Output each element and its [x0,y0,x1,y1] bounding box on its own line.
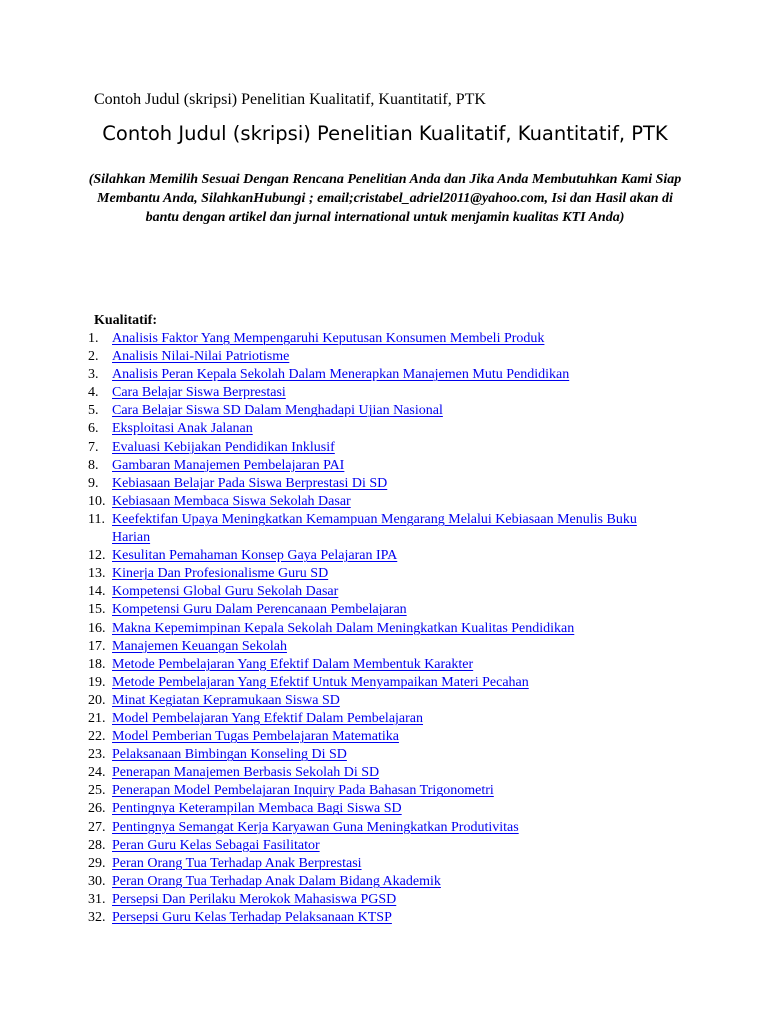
list-item-number: 16. [88,620,106,636]
list-item [0,366,768,384]
topic-link[interactable]: Model Pembelajaran Yang Efektif Dalam Pembelajaran [112,710,424,726]
topic-link[interactable]: Makna Kepemimpinan Kepala Sekolah Dalam Meningkatkan Kualitas Pendidikan [112,620,575,636]
list-item-number: 4. [88,385,99,401]
topic-link[interactable]: Cara Belajar Siswa SD Dalam Menghadapi Ujian Nasional [112,403,443,419]
topic-link[interactable]: Kompetensi Guru Dalam Perencanaan Pembelajaran [112,602,407,618]
list-item-number: 10. [88,493,106,509]
topic-link[interactable]: Analisis Nilai-Nilai Patriotisme [112,349,290,365]
list-item [0,855,768,873]
topic-link[interactable]: Evaluasi Kebijakan Pendidikan Inklusif [112,439,335,455]
list-item [0,909,768,927]
topic-link[interactable]: Gambaran Manajemen Pembelajaran PAI [112,457,345,473]
list-item-number: 8. [88,457,99,473]
list-item [0,656,768,674]
topic-link[interactable]: Minat Kegiatan Kepramukaan Siswa SD [112,692,340,708]
topic-link[interactable]: Kinerja Dan Profesionalisme Guru SD [112,566,329,582]
list-item [0,348,768,366]
list-item-number: 7. [88,439,99,455]
list-item-number: 2. [88,349,99,365]
list-item-number: 6. [88,421,99,437]
list-item-number: 22. [88,729,106,745]
topic-list [0,330,768,927]
section-heading-kualitatif: Kualitatif: [94,313,157,328]
list-item [0,402,768,420]
list-item [0,475,768,493]
list-item-number: 3. [88,367,99,383]
list-item-number: 29. [88,855,106,871]
topic-link[interactable]: Metode Pembelajaran Yang Efektif Untuk Menyampaikan Materi Pecahan [112,674,529,690]
topic-link[interactable]: Kebiasaan Membaca Siswa Sekolah Dasar [112,493,351,509]
list-item-number: 27. [88,819,106,835]
list-item-number: 1. [88,331,99,346]
list-item [0,511,768,547]
topic-link[interactable]: Kompetensi Global Guru Sekolah Dasar [112,584,339,600]
topic-link[interactable]: Peran Orang Tua Terhadap Anak Dalam Bidang Akademik [112,873,441,889]
list-item [0,764,768,782]
topic-link[interactable]: Analisis Peran Kepala Sekolah Dalam Menerapkan Manajemen Mutu Pendidikan [112,367,570,383]
list-item [0,746,768,764]
topic-link[interactable]: Persepsi Dan Perilaku Merokok Mahasiswa PGSD [112,891,397,907]
topic-link[interactable]: Model Pemberian Tugas Pembelajaran Matematika [112,729,399,745]
list-item-number: 28. [88,837,106,853]
list-item-number: 17. [88,638,106,654]
list-item [0,782,768,800]
list-item [0,601,768,619]
topic-link[interactable]: Pentingnya Keterampilan Membaca Bagi Siswa SD [112,801,402,817]
list-item-number: 13. [88,566,106,582]
list-item-number: 14. [88,584,106,600]
subtitle-note: (Silahkan Memilih Sesuai Dengan Rencana Penelitian Anda dan Jika Anda Membutuhkan Kami Siap Membantu Anda, SilahkanHubungi ; email;cristabel_adriel2011@yahoo.com, Isi dan Hasil akan di bantu dengan artikel dan jurnal international untuk menjamin kualitas KTI Anda) [88,172,682,225]
list-item [0,710,768,728]
topic-link[interactable]: Kesulitan Pemahaman Konsep Gaya Pelajaran IPA [112,548,398,564]
list-item-number: 5. [88,403,99,419]
list-item [0,420,768,438]
list-item-number: 26. [88,801,106,817]
list-item [0,457,768,475]
topic-link[interactable]: Penerapan Model Pembelajaran Inquiry Pada Bahasan Trigonometri [112,783,494,799]
list-item [0,873,768,891]
list-item [0,384,768,402]
topic-link[interactable]: Peran Guru Kelas Sebagai Fasilitator [112,837,320,853]
list-item-number: 11. [88,511,105,527]
list-item [0,638,768,656]
topic-link[interactable]: Manajemen Keuangan Sekolah [112,638,287,654]
topic-link[interactable]: Eksploitasi Anak Jalanan [112,421,253,437]
list-item-number: 24. [88,765,106,781]
list-item-number: 18. [88,656,106,672]
topic-link[interactable]: Penerapan Manajemen Berbasis Sekolah Di SD [112,765,380,781]
list-item [0,547,768,565]
list-item [0,583,768,601]
list-item [0,493,768,511]
topic-link[interactable]: Persepsi Guru Kelas Terhadap Pelaksanaan KTSP [112,910,392,925]
list-item-number: 15. [88,602,106,618]
list-item-number: 21. [88,710,106,726]
page-title: Contoh Judul (skripsi) Penelitian Kualitatif, Kuantitatif, PTK [102,122,668,145]
list-item [0,728,768,746]
header-title: Contoh Judul (skripsi) Penelitian Kualitatif, Kuantitatif, PTK [94,91,486,108]
list-item-number: 25. [88,783,106,799]
list-item-number: 31. [88,891,106,907]
list-item-number: 23. [88,747,106,763]
list-item [0,674,768,692]
topic-link[interactable]: Peran Orang Tua Terhadap Anak Berprestasi [112,855,362,871]
list-item [0,330,768,348]
list-item-number: 20. [88,692,106,708]
topic-link[interactable]: Metode Pembelajaran Yang Efektif Dalam Membentuk Karakter [112,656,474,672]
list-item [0,692,768,710]
list-item [0,891,768,909]
list-item [0,439,768,457]
list-item [0,819,768,837]
list-item [0,837,768,855]
list-item [0,565,768,583]
topic-link[interactable]: Cara Belajar Siswa Berprestasi [112,385,286,401]
list-item [0,620,768,638]
topic-link[interactable]: Analisis Faktor Yang Mempengaruhi Keputusan Konsumen Membeli Produk [112,331,545,346]
topic-link[interactable]: Pelaksanaan Bimbingan Konseling Di SD [112,747,347,763]
list-item-number: 32. [88,910,106,925]
list-item-number: 9. [88,475,99,491]
topic-link[interactable]: Pentingnya Semangat Kerja Karyawan Guna Meningkatkan Produtivitas [112,819,519,835]
topic-link[interactable]: Keefektifan Upaya Meningkatkan Kemampuan Mengarang Melalui Kebiasaan Menulis Buku Harian [112,511,637,546]
list-item-number: 12. [88,548,106,564]
list-item-number: 19. [88,674,106,690]
topic-link[interactable]: Kebiasaan Belajar Pada Siswa Berprestasi Di SD [112,475,388,491]
list-item-number: 30. [88,873,106,889]
list-item [0,800,768,818]
